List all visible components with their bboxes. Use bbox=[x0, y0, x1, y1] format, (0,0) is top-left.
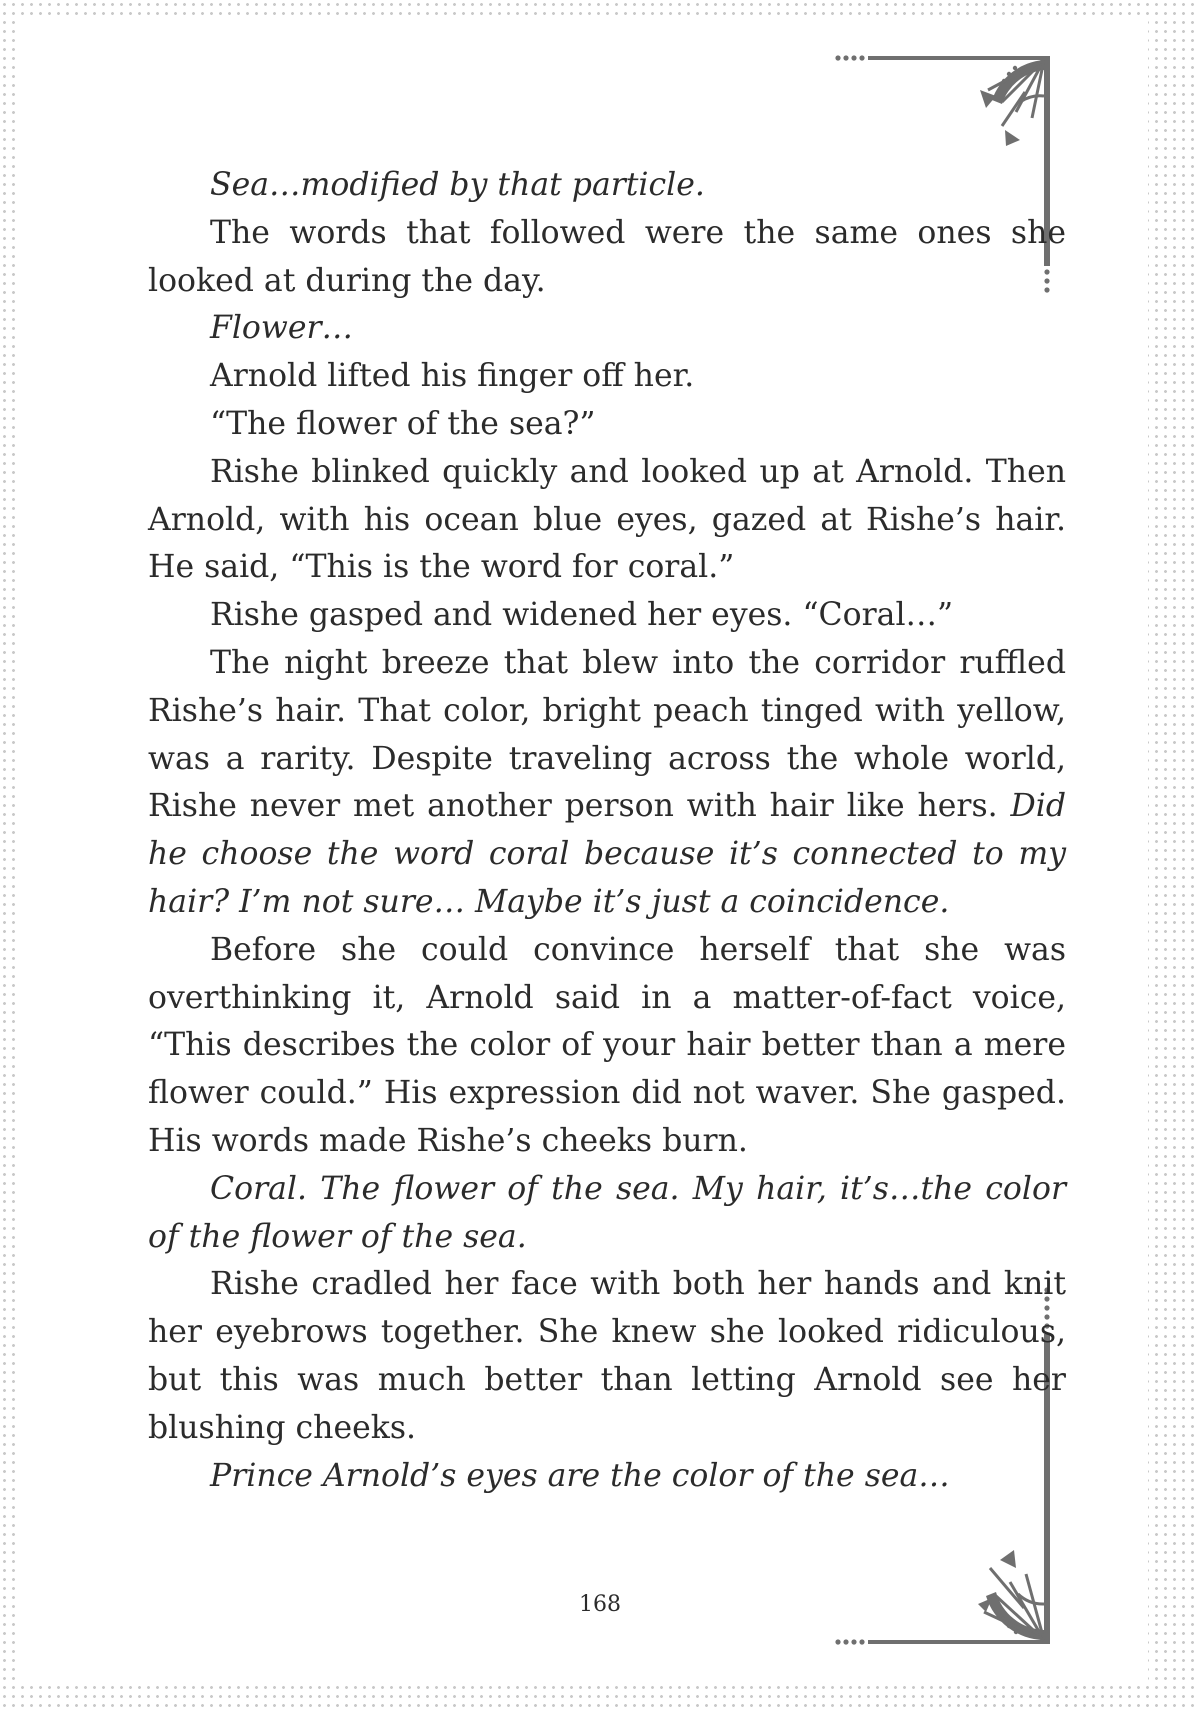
paragraph bbox=[148, 1166, 1066, 1262]
paragraph-text: The words that followed were the same ones she looked at during the day. bbox=[148, 214, 1066, 299]
paragraph bbox=[148, 401, 1066, 449]
paragraph-text: Arnold lifted his finger off her. bbox=[210, 358, 695, 395]
paragraph-text: Sea…modified by that particle. bbox=[210, 167, 705, 203]
paragraph-text: Coral. The flower of the sea. My hair, it’s…the color of the flower of the sea. bbox=[148, 1170, 1066, 1255]
paragraph bbox=[148, 640, 1066, 927]
paragraph bbox=[148, 162, 1066, 210]
paragraph-text: Rishe blinked quickly and looked up at Arnold. Then Arnold, with his ocean blue eyes, gazed at Rishe’s hair. He said, “This is the word for coral.” bbox=[148, 453, 1066, 586]
paragraph-text: The night breeze that blew into the corridor ruffled Rishe’s hair. That color, bright peach tinged with yellow, was a rarity. Despite traveling across the whole world, Rishe never met another person with hair like hers. bbox=[148, 644, 1066, 825]
paragraph-text: “The flower of the sea?” bbox=[210, 405, 596, 442]
paragraph bbox=[148, 210, 1066, 306]
page-number: 168 bbox=[579, 1592, 621, 1617]
paragraph bbox=[148, 1453, 1066, 1501]
body-text bbox=[148, 162, 1066, 1500]
paragraph bbox=[148, 449, 1066, 592]
paragraph bbox=[148, 1261, 1066, 1452]
paragraph-text: Did he choose the word coral because it’s connected to my hair? I’m not sure… Maybe it’s just a coincidence. bbox=[148, 788, 1066, 920]
paragraph bbox=[148, 353, 1066, 401]
paragraph bbox=[148, 592, 1066, 640]
paragraph-text: Before she could convince herself that she was overthinking it, Arnold said in a matter-of-fact voice, “This describes the color of your hair better than a mere flower could.” His expression did not waver. She gasped. His words made Rishe’s cheeks burn. bbox=[148, 931, 1066, 1159]
paragraph-text: Prince Arnold’s eyes are the color of the sea… bbox=[210, 1457, 950, 1494]
paragraph-text: Rishe gasped and widened her eyes. “Coral…” bbox=[210, 597, 954, 634]
paragraph bbox=[148, 305, 1066, 353]
paragraph-text: Flower… bbox=[210, 310, 354, 347]
paragraph-text: Rishe cradled her face with both her hands and knit her eyebrows together. She knew she looked ridiculous, but this was much better than letting Arnold see her blushing cheeks. bbox=[148, 1266, 1066, 1446]
paragraph bbox=[148, 927, 1066, 1166]
